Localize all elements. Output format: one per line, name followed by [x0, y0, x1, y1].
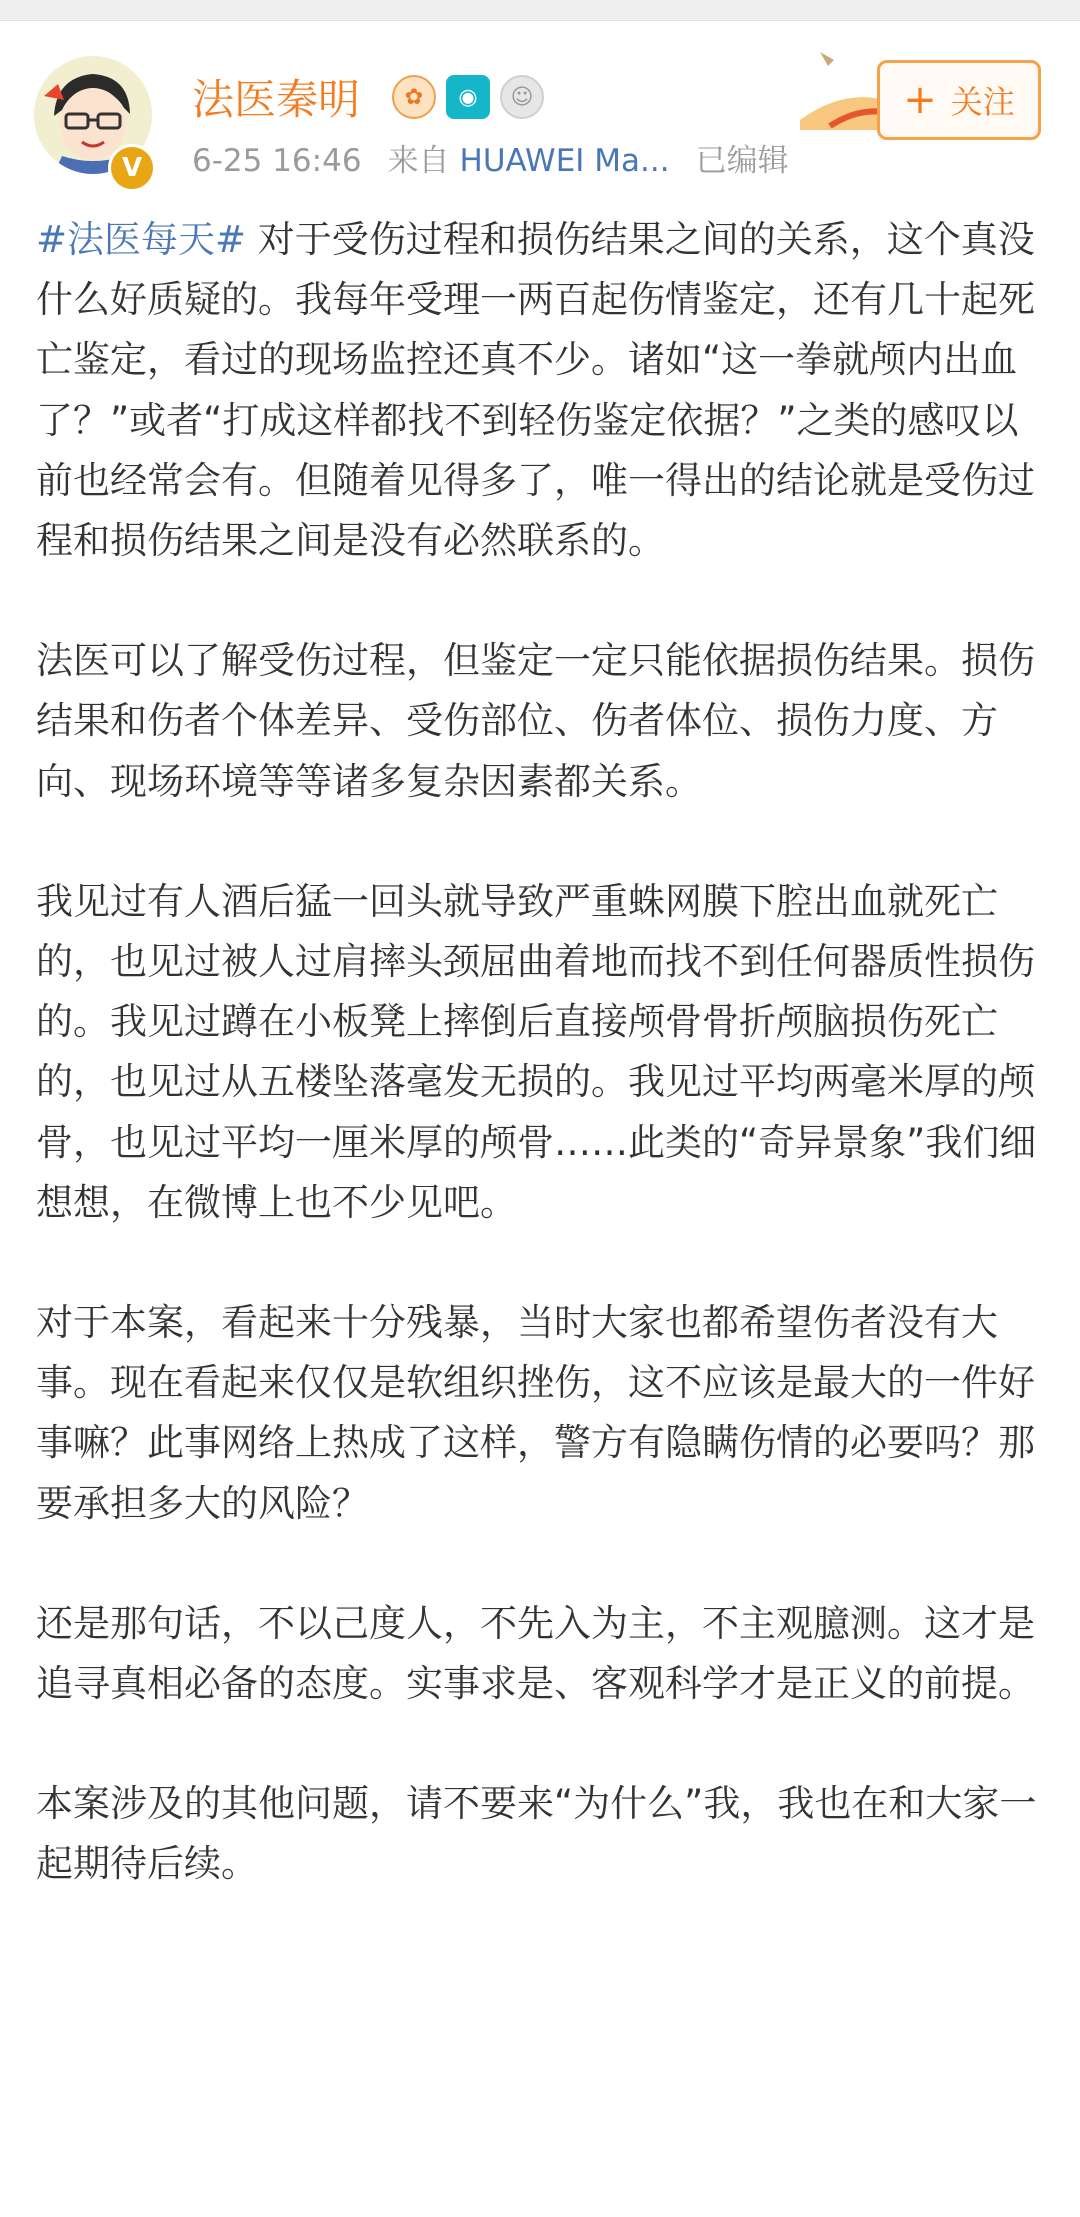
post-time: 6-25 16:46: [192, 143, 362, 179]
hashtag-link[interactable]: #法医每天#: [36, 218, 247, 261]
paragraph-1: [36, 210, 1048, 571]
paragraph-5: 还是那句话，不以己度人，不先入为主，不主观臆测。这才是追寻真相必备的态度。实事求是、客观科学才是正义的前提。: [36, 1601, 1035, 1706]
follow-label: 关注: [950, 83, 1015, 121]
edited-label: 已编辑: [695, 143, 789, 179]
verified-badge: V: [108, 144, 156, 192]
camera-icon[interactable]: ◉: [446, 75, 490, 119]
follow-button[interactable]: [877, 60, 1041, 140]
paragraph-1-text: 对于受伤过程和损伤结果之间的关系，这个真没什么好质疑的。我每年受理一两百起伤情鉴定，还有几十起死亡鉴定，看过的现场监控还真不少。诸如“这一拳就颅内出血了？”或者“打成这样都找不到轻伤鉴定依据？”之类的感叹以前也经常会有。但随着见得多了，唯一得出的结论就是受伤过程和损伤结果之间是没有必然联系的。: [36, 218, 1035, 563]
paragraph-4: 对于本案，看起来十分残暴，当时大家也都希望伤者没有大事。现在看起来仅仅是软组织挫伤，这不应该是最大的一件好事嘛？此事网络上热成了这样，警方有隐瞒伤情的必要吗？那要承担多大的风险？: [36, 1301, 1035, 1525]
paragraph-6: 本案涉及的其他问题，请不要来“为什么”我，我也在和大家一起期待后续。: [36, 1782, 1037, 1886]
paragraph-2: 法医可以了解受伤过程，但鉴定一定只能依据损伤结果。损伤结果和伤者个体差异、受伤部位、伤者体位、损伤力度、方向、现场环境等等诸多复杂因素都关系。: [36, 639, 1035, 803]
medal-icon[interactable]: ✿: [392, 75, 436, 119]
medal-list: [392, 74, 544, 120]
status-bar: [0, 0, 1080, 21]
user-name[interactable]: 法医秦明: [192, 75, 361, 124]
plus-icon: +: [903, 77, 937, 123]
post-source[interactable]: HUAWEI Ma...: [459, 143, 670, 179]
source-prefix: 来自: [387, 143, 450, 179]
paragraph-3: 我见过有人酒后猛一回头就导致严重蛛网膜下腔出血就死亡的，也见过被人过肩摔头颈屈曲着地而找不到任何器质性损伤的。我见过蹲在小板凳上摔倒后直接颅骨骨折颅脑损伤死亡的，也见过从五楼坠落毫发无损的。我见过平均两毫米厚的颅骨，也见过平均一厘米厚的颅骨……此类的“奇异景象”我们细想想，在微博上也不少见吧。: [36, 879, 1037, 1224]
bear-icon[interactable]: ☺: [500, 75, 544, 119]
post-meta: [192, 136, 815, 186]
post-content: [36, 210, 1048, 1955]
